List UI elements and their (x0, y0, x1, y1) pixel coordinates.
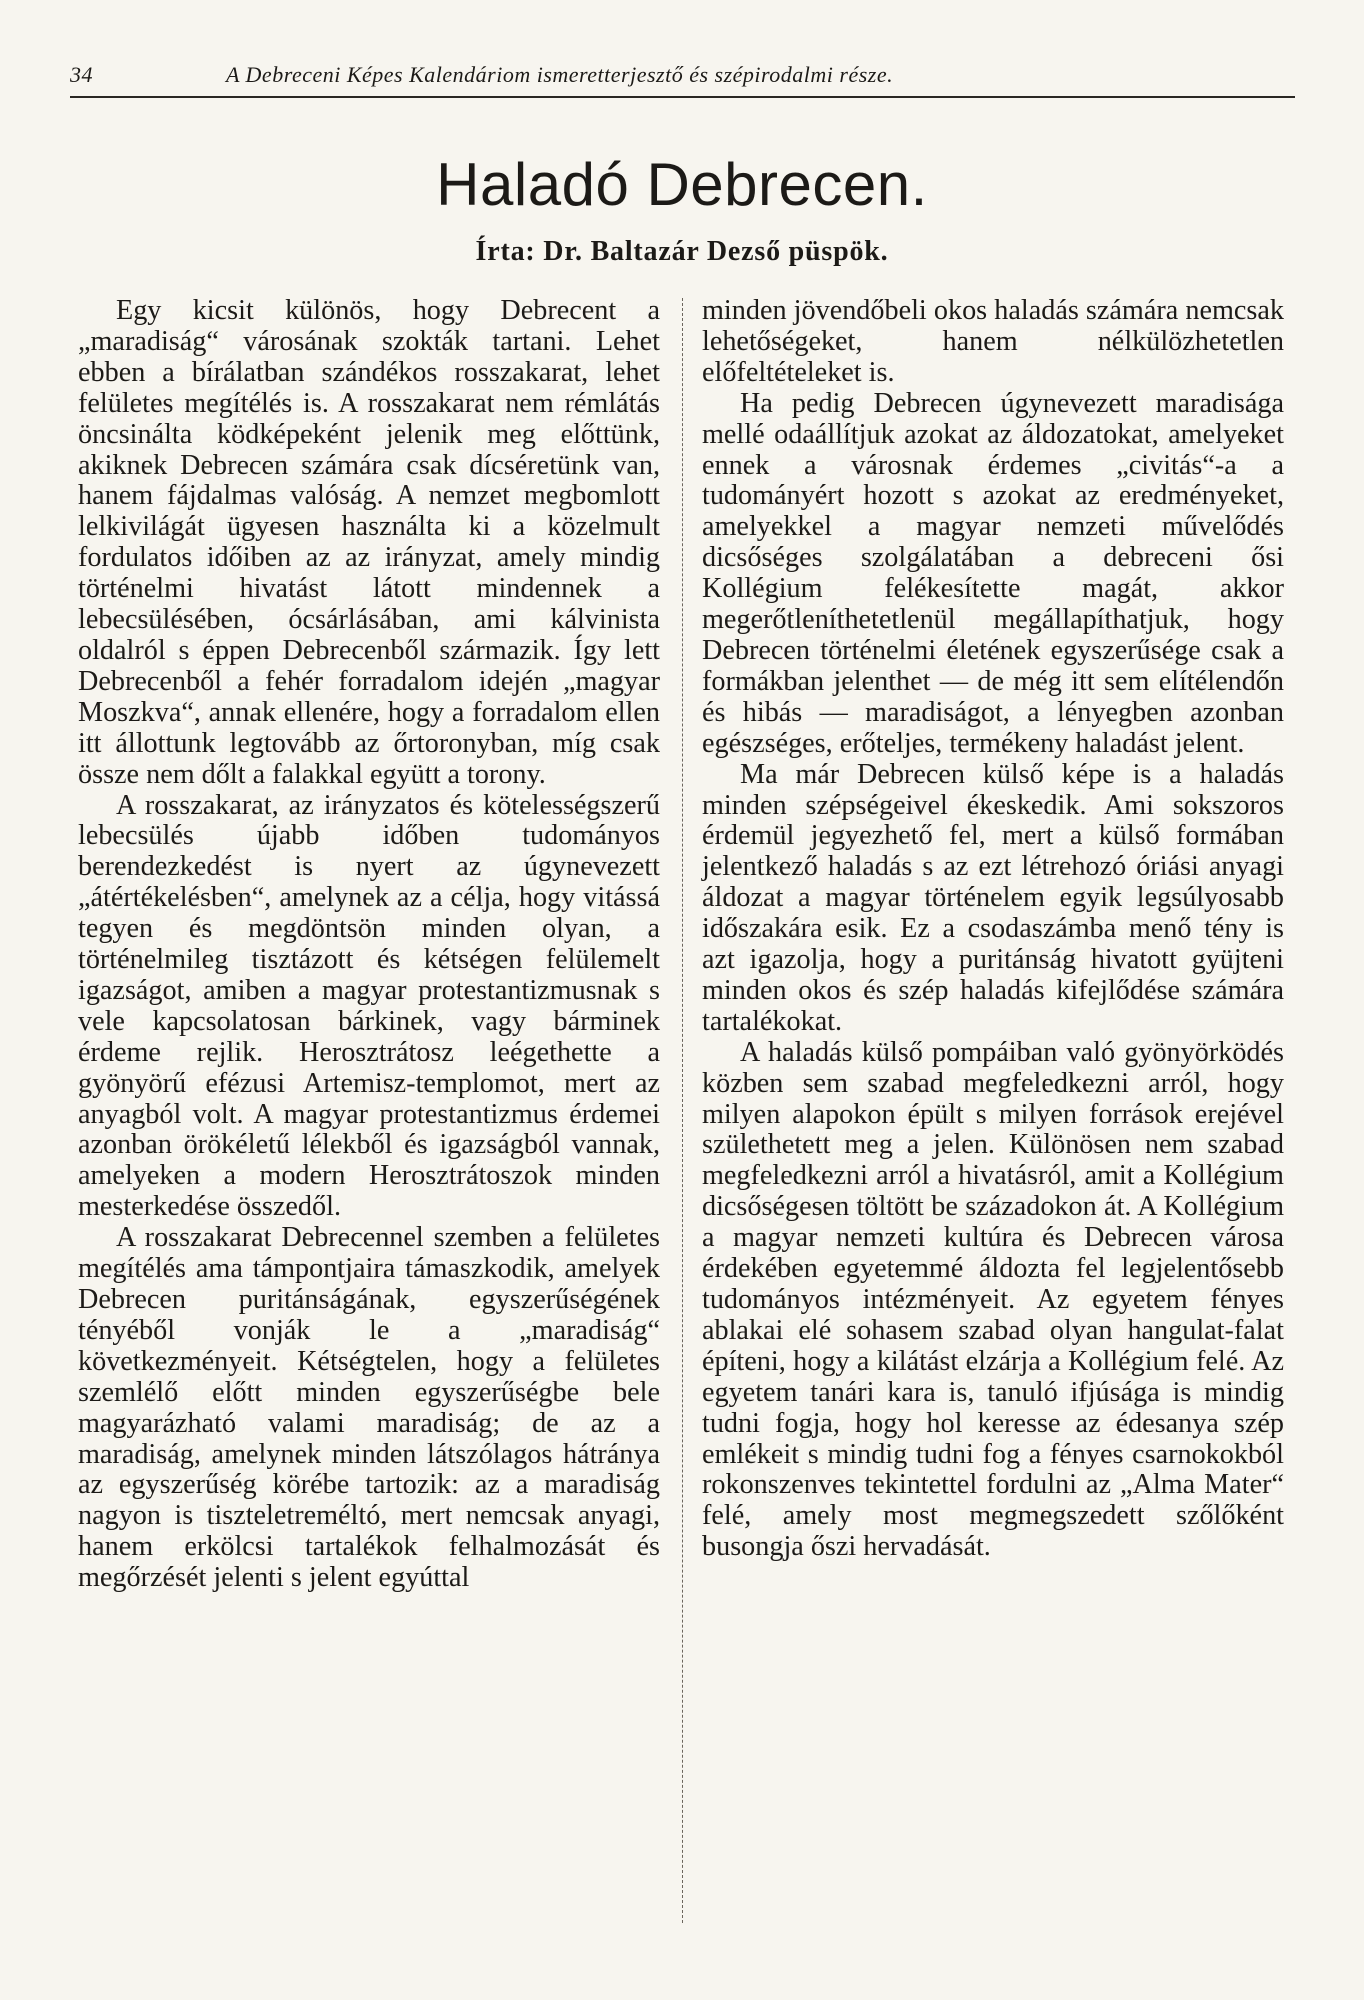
article-title: Haladó Debrecen. (436, 151, 928, 218)
page-number: 34 (70, 62, 93, 87)
left-column (78, 296, 660, 1594)
article-byline: Írta: Dr. Baltazár Dezső püspök. (475, 236, 889, 267)
paragraph: A rosszakarat, az irányzatos és kötelességszerű lebecsülés újabb időben tudományos berendezkedést is nyert az úgynevezett „átértékelésben“, amelynek az a célja, hogy vitássá tegyen és megdöntsön minden olyan, a történelmileg tisztázott és kétségen felülemelt igazságot, amiben a magyar protestantizmusnak s vele kapcsolatosan bárkinek, vagy bárminek érdeme rejlik. Herosztrátosz leégethette a gyönyörű efézusi Artemisz-templomot, mert az anyagból volt. A magyar protestantizmus érdemei azonban örökéletű lélekből és igazságból vannak, amelyeken a modern Herosztrátoszok minden mesterkedése összedől. (78, 789, 660, 1223)
paragraph: Egy kicsit különös, hogy Debrecent a „maradiság“ városának szokták tartani. Lehet ebben a bírálatban szándékos rosszakarat, lehet felületes megítélés is. A rosszakarat nem rémlátás öncsinálta ködképeként jelenik meg előttünk, akiknek Debrecen számára csak dícséretünk van, hanem fájdalmas valóság. A nemzet megbomlott lelkivilágát ügyesen használta ki a közelmult fordulatos időiben az az irányzat, amely mindig történelmi hivatást látott mindennek a lebecsülésében, ócsárlásában, ami kálvinista oldalról s éppen Debrecenből származik. Így lett Debrecenből a fehér forradalom idején „magyar Moszkva“, annak ellenére, hogy a forradalom ellen itt állottunk legtovább az őrtoronyban, míg csak össze nem dőlt a falakkal együtt a torony. (78, 295, 660, 790)
paragraph: A rosszakarat Debrecennel szemben a felületes megítélés ama támpontjaira támaszkodik, amelyek Debrecen puritánságának, egyszerűségének tényéből vonják le a „maradiság“ következményeit. Kétségtelen, hogy a felületes szemlélő előtt minden egyszerűségbe bele magyarázható valami maradiság; de az a maradiság, amelynek minden látszólagos hátránya az egyszerűség körébe tartozik: az a maradiság nagyon is tiszteletreméltó, mert nemcsak anyagi, hanem erkölcsi tartalékok felhalmozását és megőrzését jelenti s jelent egyúttal (78, 1222, 660, 1594)
column-divider (682, 298, 683, 1923)
running-header (70, 56, 1295, 98)
running-title: A Debreceni Képes Kalendáriom ismeretterjesztő és szépirodalmi része. (226, 62, 894, 87)
right-column (702, 296, 1284, 1563)
paragraph: Ma már Debrecen külső képe is a haladás minden szépségeivel ékeskedik. Ami sokszoros érdemül jegyezhető fel, mert a külső formában jelentkező haladás s az ezt létrehozó óriási anyagi áldozat a magyar történelem egyik legsúlyosabb időszakára esik. Ez a csodaszámba menő tény is azt igazolja, hogy a puritánság hivatott gyüjteni minden okos és szép haladás kifejlődése számára tartalékokat. (702, 758, 1284, 1037)
paragraph: A haladás külső pompáiban való gyönyörködés közben sem szabad megfeledkezni arról, hogy milyen alapokon épült s milyen források erejével születhetett meg a jelen. Különösen nem szabad megfeledkezni arról a hivatásról, amit a Kollégium dicsőségesen töltött be századokon át. A Kollégium a magyar nemzeti kultúra és Debrecen városa érdekében egyetemmé áldozta fel legjelentősebb tudományos intézményeit. Az egyetem fényes ablakai elé sohasem szabad olyan hangulat-falat építeni, hogy a kilátást elzárja a Kollégium felé. Az egyetem tanári kara is, tanuló ifjúsága is mindig tudni fogja, hogy hol keresse az édesanya szép emlékeit s mindig tudni fog a fényes csarnokokból rokonszenves tekintettel fordulni az „Alma Mater“ felé, amely most megmegszedett szőlőként busongja őszi hervadását. (702, 1036, 1284, 1563)
paragraph: Ha pedig Debrecen úgynevezett maradisága mellé odaállítjuk azokat az áldozatokat, amelyeket ennek a városnak érdemes „civitás“-a a tudományért hozott s azokat az eredményeket, amelyekkel a magyar nemzeti művelődés dicsőséges szolgálatában a debreceni ősi Kollégium felékesítette magát, akkor megerőtleníthetetlenül megállapíthatjuk, hogy Debrecen történelmi életének egyszerűsége csak a formákban jelenthet — de még itt sem elítélendőn és hibás — maradiságot, a lényegben azonban egészséges, erőteljes, termékeny haladást jelent. (702, 387, 1284, 759)
paragraph: minden jövendőbeli okos haladás számára nemcsak lehetőségeket, hanem nélkülözhetetlen előfeltételeket is. (702, 295, 1284, 388)
